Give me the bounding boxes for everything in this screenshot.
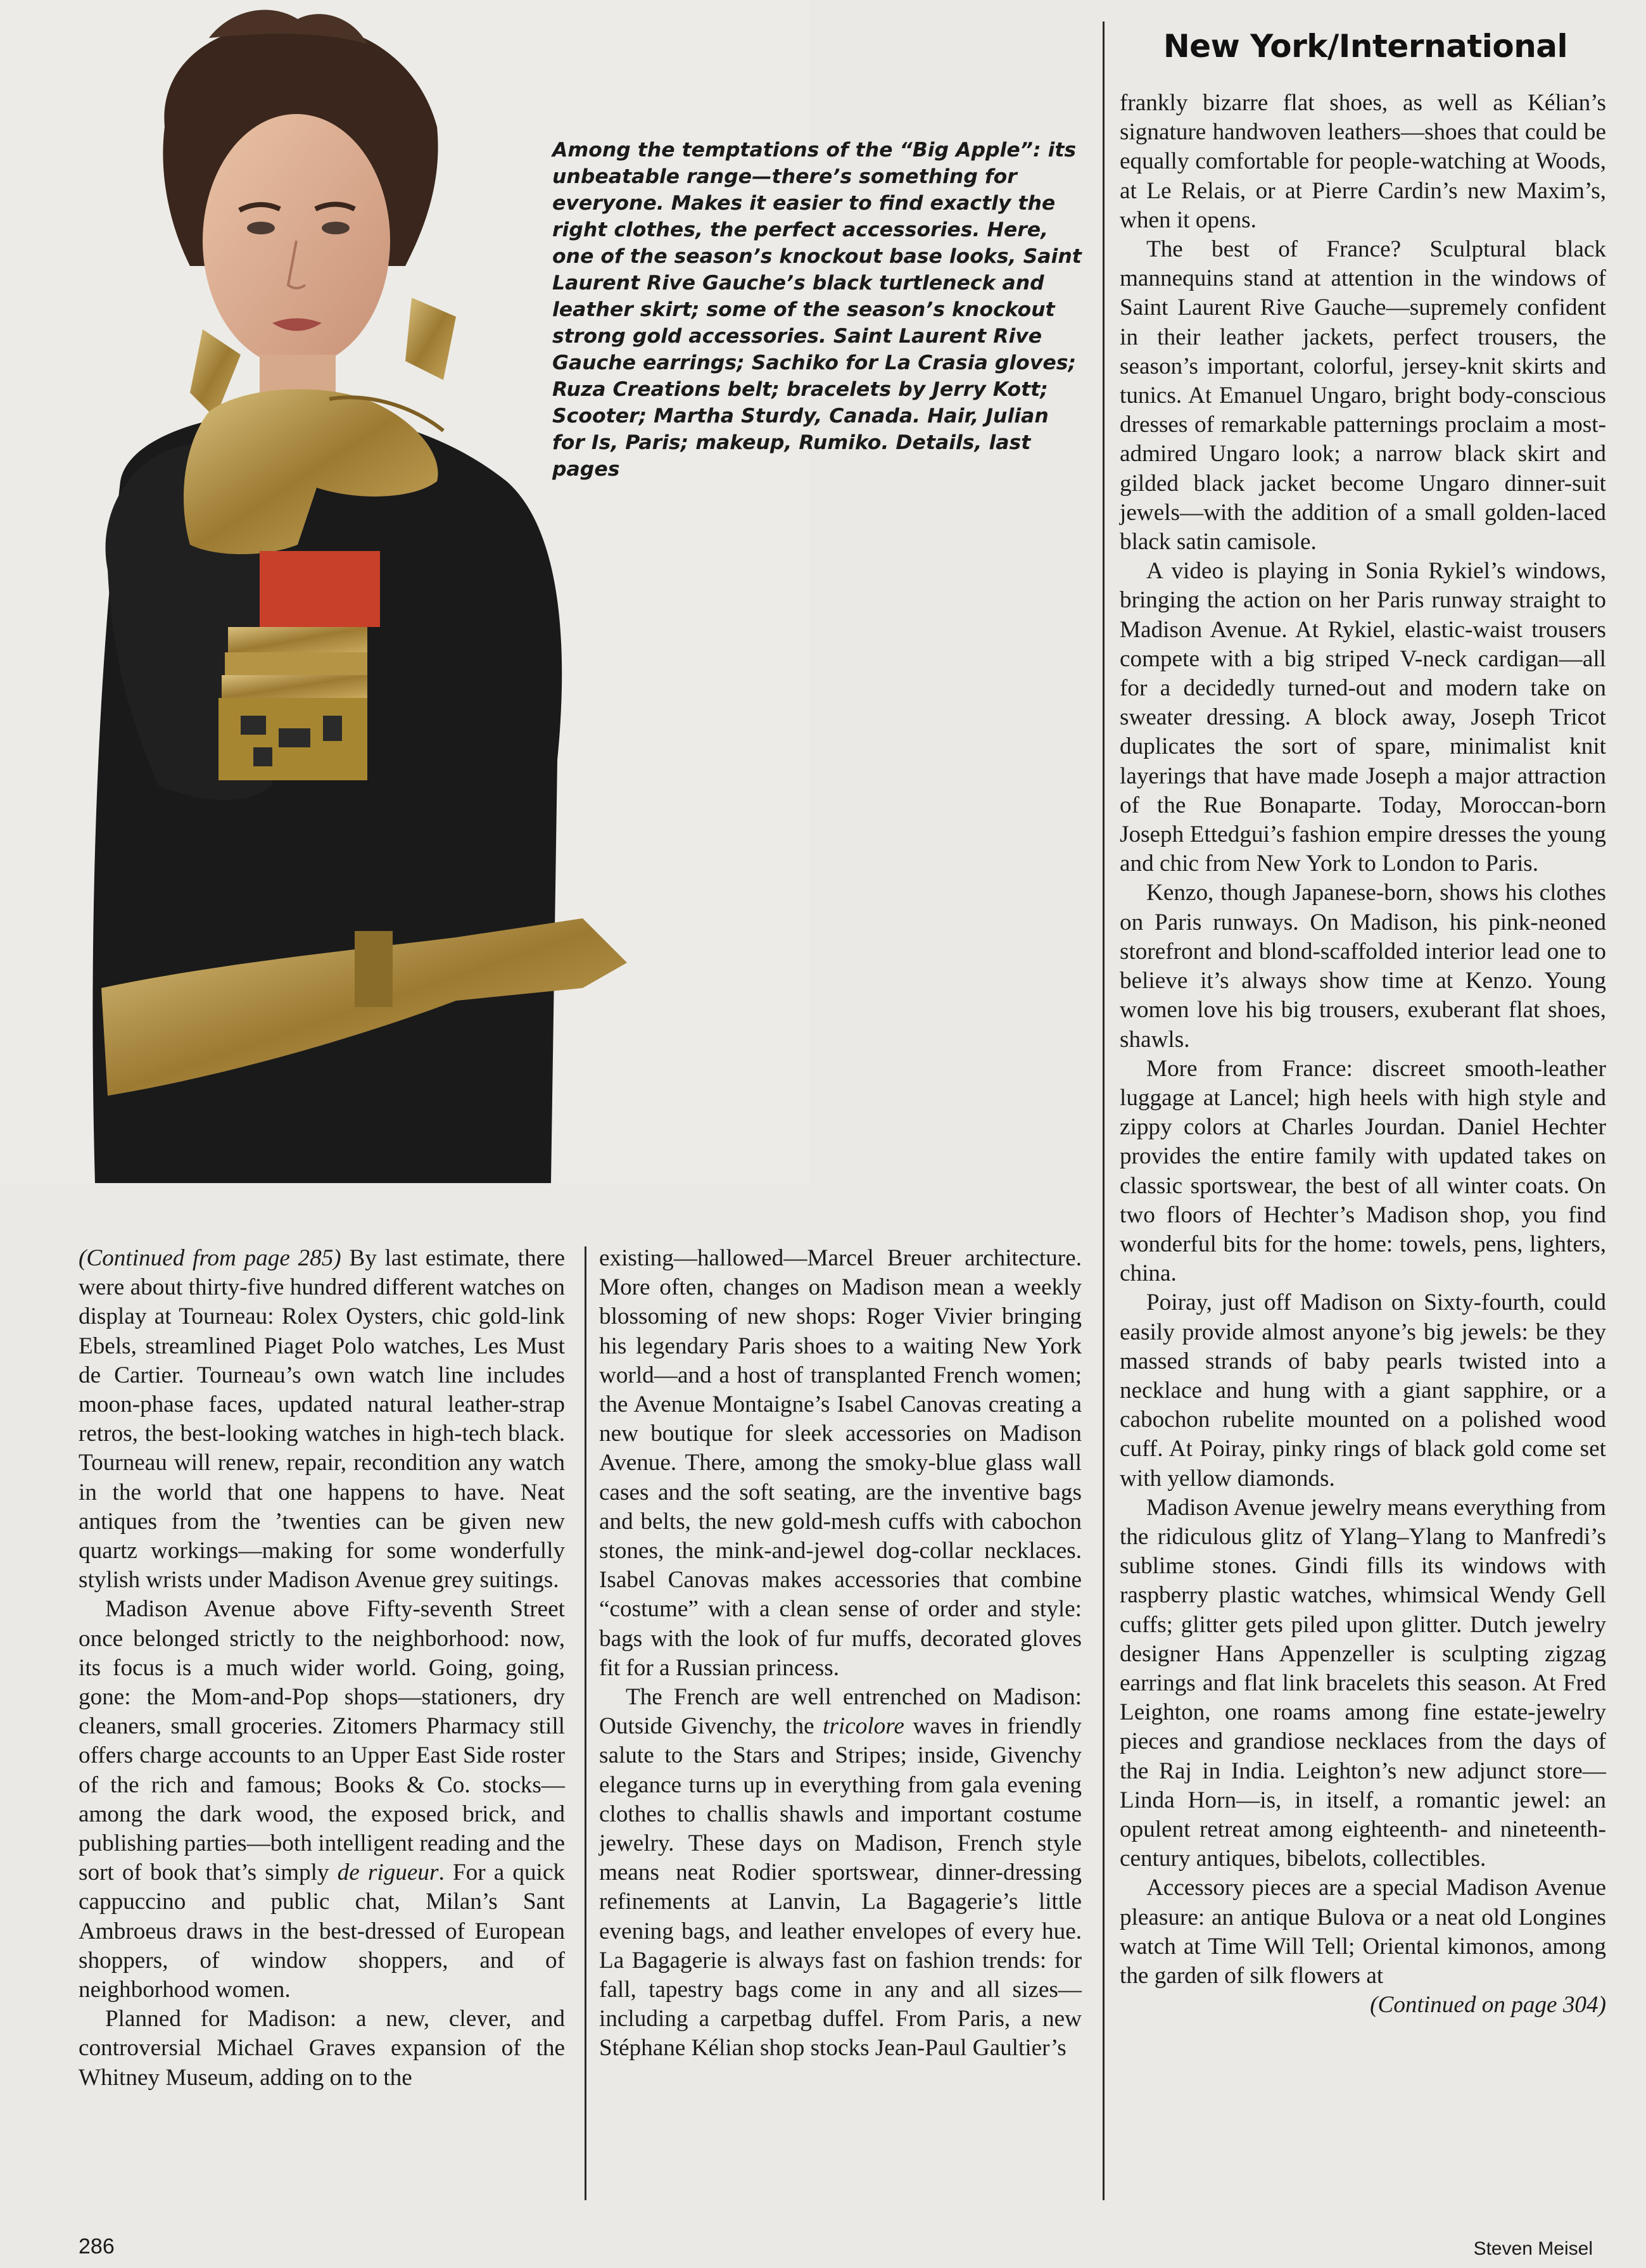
paragraph-text: By last estimate, there were about thirty-five hundred different watches on display at Tourneau: Rolex Oysters, chic gold-link Ebels, streamlined Piaget Polo watches, Les Must de Cartier. Tourneau’s own watch line includes moon-phase faces, updated natural leather-strap retros, the best-looking watches in high-tech black. Tourneau will renew, repair, recondition any watch in the world that one happens to have. Neat antiques from the ’twenties can be given new quartz workings—making for some wonderfully stylish wrists under Madison Avenue grey suitings.: [79, 1245, 565, 1593]
photo-caption: [552, 137, 1084, 483]
paragraph-text: Madison Avenue above Fifty-seventh Street once belonged strictly to the neighborhood: now, its focus is a much wider world. Going, going, gone: the Mom-and-Pop shops—stationers, dry cleaners, small groceries. Zitomers Pharmacy still offers charge accounts to an Upper East Side roster of the rich and famous; Books & Co. stocks—among the dark wood, the exposed brick, and publishing parties—both intelligent reading and the sort of book that’s simply: [79, 1596, 565, 1886]
column-divider: [585, 1246, 586, 2200]
paragraph: The best of France? Sculptural black mannequins stand at attention in the windows of Saint Laurent Rive Gauche—supremely confident in their leather jackets, perfect trousers, the season’s important, colorful, jersey-knit skirts and tunics. At Emanuel Ungaro, bright body-conscious dresses of remarkable patternings proclaim a most-admired Ungaro look; a narrow black skirt and gilded black jacket become Ungaro dinner-suit jewels—with the addition of a small golden-laced black satin camisole.: [1120, 236, 1606, 555]
paragraph: [1120, 1873, 1606, 2018]
paragraph-text: The French are well entrenched on Madison: Outside Givenchy, the: [599, 1684, 1082, 1740]
caption-text: Among the temptations of the “Big Apple”: its unbeatable range—there’s something for everyone. Makes it easier to find exactly the right clothes, the perfect accessories. Here, one of the season’s knockout base looks, Saint Laurent Rive Gauche’s black turtleneck and leather skirt; some of the season’s knockout strong gold accessories. Saint Laurent Rive Gauche earrings; Sachiko for La Crasia gloves; Ruza Creations belt; bracelets by Jerry Kott; Scooter; Martha Sturdy, Canada. Hair, Julian for Is, Paris; makeup, Rumiko. Details, last pages: [552, 139, 1082, 481]
paragraph-text: Accessory pieces are a special Madison Avenue pleasure: an antique Bulova or a neat old Longines watch at Time Will Tell; Oriental kimonos, among the garden of silk flowers at: [1120, 1875, 1606, 1989]
paragraph: A video is playing in Sonia Rykiel’s windows, bringing the action on her Paris runway straight to Madison Avenue. At Rykiel, elastic-waist trousers compete with a big striped V-neck cardigan—all for a decidedly turned-out and modern take on sweater dressing. A block away, Joseph Tricot duplicates the sort of spare, minimalist knit layerings that have made Joseph a major attraction of the Rue Bonaparte. Today, Moroccan-born Joseph Ettedgui’s fashion empire dresses the young and chic from New York to London to Paris.: [1120, 558, 1606, 877]
paragraph: [79, 1244, 565, 1595]
section-header: New York/International: [1163, 28, 1568, 65]
paragraph: More from France: discreet smooth-leather luggage at Lancel; high heels with high style and zippy colors at Charles Jourdan. Daniel Hechter provides the entire family with updated takes on classic sportswear, the best of all winter coats. On two floors of Hechter’s Madison shop, you find wonderful bits for the home: towels, pens, lighters, china.: [1120, 1055, 1606, 1287]
continued-from-note: (Continued from page 285): [79, 1245, 341, 1271]
paragraph: Planned for Madison: a new, clever, and controversial Michael Graves expansion of the Whitney Museum, adding on to the: [79, 2006, 565, 2091]
column-divider: [1103, 22, 1105, 2200]
text-column-3: [1120, 89, 1606, 2020]
continued-on-note: (Continued on page 304): [1370, 1992, 1606, 2018]
paragraph: frankly bizarre flat shoes, as well as Kélian’s signature handwoven leathers—shoes that could be equally comfortable for people-watching at Woods, at Le Relais, or at Pierre Cardin’s new Maxim’s, when it opens.: [1120, 90, 1606, 233]
text-column-2: [599, 1244, 1082, 2063]
photo-credit: Steven Meisel: [1473, 2238, 1593, 2259]
paragraph-text: . For a quick cappuccino and public chat, Milan’s Sant Ambroeus draws in the best-dressed of European shoppers, of window shoppers, and of neighborhood women.: [79, 1859, 565, 2003]
paragraph: Kenzo, though Japanese-born, shows his clothes on Paris runways. On Madison, his pink-neoned storefront and blond-scaffolded interior lead one to believe it’s always show time at Kenzo. Young women love his big trousers, exuberant flat shoes, shawls.: [1120, 880, 1606, 1053]
paragraph: [599, 1683, 1082, 2063]
paragraph: Madison Avenue jewelry means everything from the ridiculous glitz of Ylang–Ylang to Manfredi’s sublime stones. Gindi fills its windows with raspberry plastic watches, whimsical Wendy Gell cuffs; glitter gets piled upon glitter. Dutch jewelry designer Hans Appenzeller is sculpting zigzag earrings and flat link bracelets this season. At Fred Leighton, one roams among fine estate-jewelry pieces and grandiose necklaces from the days of the Raj in India. Leighton’s new adjunct store—Linda Horn—is, in itself, a romantic jewel: an opulent retreat among eighteenth- and nineteenth-century antiques, bibelots, collectibles.: [1120, 1494, 1606, 1872]
paragraph: [79, 1595, 565, 2005]
paragraph-text: waves in friendly salute to the Stars and Stripes; inside, Givenchy elegance turns up in everything from gala evening clothes to challis shawls and important costume jewelry. These days on Madison, French style means neat Rodier sportswear, dinner-dressing refinements at Lanvin, La Bagagerie’s little evening bags, and leather envelopes of every hue. La Bagagerie is always fast on fashion trends: for fall, tapestry bags come in any and all sizes—including a carpetbag duffel. From Paris, a new Stéphane Kélian shop stocks Jean-Paul Gaultier’s: [599, 1713, 1082, 2062]
text-column-1: [79, 1244, 565, 2093]
italic-term: de rigueur: [337, 1859, 439, 1886]
paragraph: existing—hallowed—Marcel Breuer architecture. More often, changes on Madison mean a weekly blossoming of new shops: Roger Vivier bringing his legendary Paris shoes to a waiting New York world—and a host of transplanted French women; the Avenue Montaigne’s Isabel Canovas creating a new boutique for sleek accessories on Madison Avenue. There, among the smoky-blue glass wall cases and the soft seating, are the inventive bags and belts, the new gold-mesh cuffs with cabochon stones, the mink-and-jewel dog-collar necklaces. Isabel Canovas makes accessories that combine “costume” with a clean sense of order and style: bags with the look of fur muffs, decorated gloves fit for a Russian princess.: [599, 1245, 1082, 1681]
page-number: 286: [79, 2234, 115, 2258]
paragraph: Poiray, just off Madison on Sixty-fourth, could easily provide almost anyone’s big jewels: be they massed strands of baby pearls twisted into a necklace and hung with a giant sapphire, or a cabochon rubelite mounted on a polished wood cuff. At Poiray, pinky rings of black gold come set with yellow diamonds.: [1120, 1289, 1606, 1492]
italic-term: tricolore: [823, 1713, 904, 1740]
